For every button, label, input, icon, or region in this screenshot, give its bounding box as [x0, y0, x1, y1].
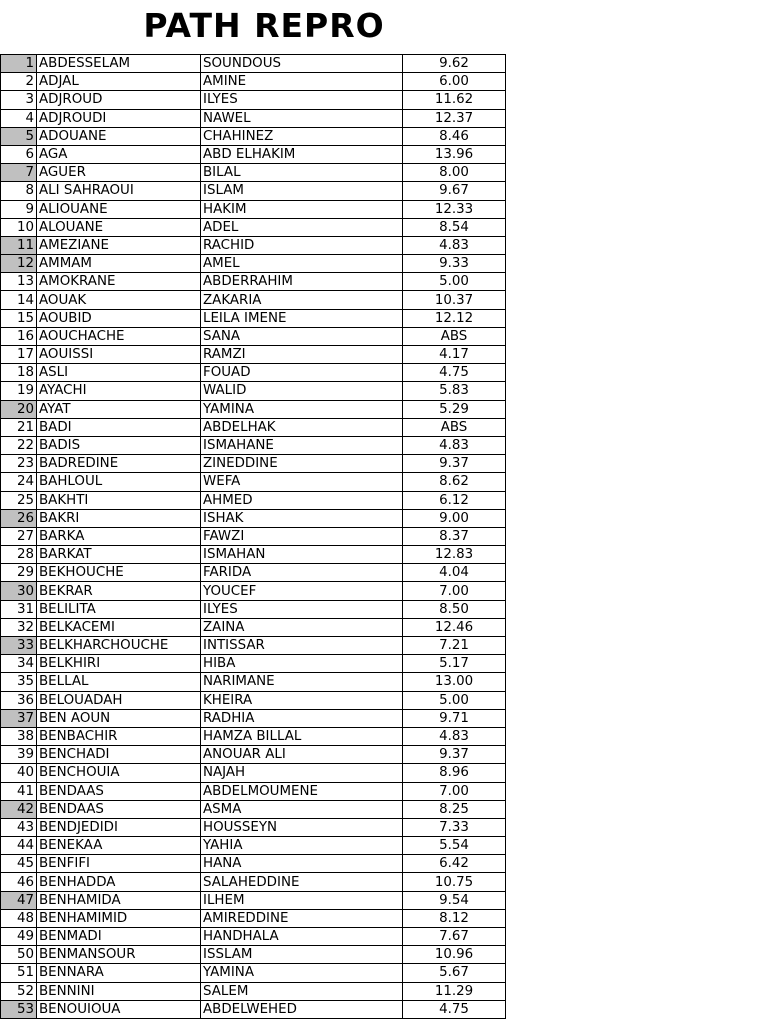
last-name-cell: BENHAMIDA: [37, 891, 201, 909]
last-name-cell: AYACHI: [37, 382, 201, 400]
last-name-cell: AMMAM: [37, 255, 201, 273]
table-row: [1, 346, 506, 364]
score-cell: 6.00: [403, 73, 506, 91]
score-cell: 7.21: [403, 637, 506, 655]
first-name-cell: ABDELHAK: [201, 418, 403, 436]
first-name-cell: ADEL: [201, 218, 403, 236]
table-row: [1, 855, 506, 873]
table-row: [1, 709, 506, 727]
score-cell: 5.00: [403, 273, 506, 291]
table-row: [1, 418, 506, 436]
table-row: [1, 327, 506, 345]
row-number-cell: 1: [1, 55, 37, 73]
first-name-cell: RAMZI: [201, 346, 403, 364]
student-grades-table: [0, 54, 506, 1019]
first-name-cell: ILYES: [201, 91, 403, 109]
table-row: [1, 746, 506, 764]
score-cell: 7.33: [403, 818, 506, 836]
table-row: [1, 909, 506, 927]
last-name-cell: BAKRI: [37, 509, 201, 527]
last-name-cell: BELKACEMI: [37, 618, 201, 636]
last-name-cell: BAHLOUL: [37, 473, 201, 491]
first-name-cell: HANDHALA: [201, 928, 403, 946]
last-name-cell: AOUAK: [37, 291, 201, 309]
score-cell: 5.54: [403, 837, 506, 855]
table-row: [1, 382, 506, 400]
last-name-cell: AMOKRANE: [37, 273, 201, 291]
row-number-cell: 26: [1, 509, 37, 527]
first-name-cell: FOUAD: [201, 364, 403, 382]
score-cell: 9.33: [403, 255, 506, 273]
last-name-cell: AOUISSI: [37, 346, 201, 364]
first-name-cell: FAWZI: [201, 527, 403, 545]
last-name-cell: BELILITA: [37, 600, 201, 618]
last-name-cell: BARKAT: [37, 546, 201, 564]
last-name-cell: ALOUANE: [37, 218, 201, 236]
last-name-cell: BEKHOUCHE: [37, 564, 201, 582]
table-row: [1, 582, 506, 600]
last-name-cell: ADJROUDI: [37, 109, 201, 127]
last-name-cell: BENCHOUIA: [37, 764, 201, 782]
score-cell: 12.83: [403, 546, 506, 564]
table-row: [1, 1000, 506, 1018]
score-cell: ABS: [403, 418, 506, 436]
last-name-cell: BENHADDA: [37, 873, 201, 891]
score-cell: 8.46: [403, 127, 506, 145]
first-name-cell: KHEIRA: [201, 691, 403, 709]
row-number-cell: 45: [1, 855, 37, 873]
row-number-cell: 16: [1, 327, 37, 345]
first-name-cell: AMINE: [201, 73, 403, 91]
last-name-cell: AGUER: [37, 164, 201, 182]
table-row: [1, 637, 506, 655]
row-number-cell: 4: [1, 109, 37, 127]
last-name-cell: BEN AOUN: [37, 709, 201, 727]
score-cell: 10.75: [403, 873, 506, 891]
table-row: [1, 946, 506, 964]
score-cell: 9.00: [403, 509, 506, 527]
first-name-cell: ABD ELHAKIM: [201, 145, 403, 163]
first-name-cell: ISLAM: [201, 182, 403, 200]
first-name-cell: NAWEL: [201, 109, 403, 127]
row-number-cell: 37: [1, 709, 37, 727]
first-name-cell: SANA: [201, 327, 403, 345]
row-number-cell: 18: [1, 364, 37, 382]
row-number-cell: 44: [1, 837, 37, 855]
table-row: [1, 873, 506, 891]
last-name-cell: AGA: [37, 145, 201, 163]
table-row: [1, 691, 506, 709]
first-name-cell: RADHIA: [201, 709, 403, 727]
score-cell: 10.96: [403, 946, 506, 964]
last-name-cell: BENMANSOUR: [37, 946, 201, 964]
row-number-cell: 15: [1, 309, 37, 327]
table-row: [1, 473, 506, 491]
table-row: [1, 655, 506, 673]
table-row: [1, 200, 506, 218]
row-number-cell: 9: [1, 200, 37, 218]
last-name-cell: BENCHADI: [37, 746, 201, 764]
score-cell: 9.71: [403, 709, 506, 727]
first-name-cell: LEILA IMENE: [201, 309, 403, 327]
table-row: [1, 509, 506, 527]
row-number-cell: 5: [1, 127, 37, 145]
table-row: [1, 73, 506, 91]
score-cell: 12.37: [403, 109, 506, 127]
last-name-cell: BADI: [37, 418, 201, 436]
row-number-cell: 27: [1, 527, 37, 545]
row-number-cell: 50: [1, 946, 37, 964]
last-name-cell: BENDJEDIDI: [37, 818, 201, 836]
row-number-cell: 17: [1, 346, 37, 364]
score-cell: 4.83: [403, 727, 506, 745]
first-name-cell: FARIDA: [201, 564, 403, 582]
row-number-cell: 19: [1, 382, 37, 400]
table-row: [1, 455, 506, 473]
first-name-cell: ANOUAR ALI: [201, 746, 403, 764]
table-row: [1, 145, 506, 163]
table-row: [1, 436, 506, 454]
row-number-cell: 35: [1, 673, 37, 691]
row-number-cell: 22: [1, 436, 37, 454]
table-row: [1, 764, 506, 782]
first-name-cell: YAMINA: [201, 964, 403, 982]
first-name-cell: NARIMANE: [201, 673, 403, 691]
row-number-cell: 6: [1, 145, 37, 163]
table-row: [1, 364, 506, 382]
table-row: [1, 182, 506, 200]
score-cell: 8.50: [403, 600, 506, 618]
first-name-cell: HOUSSEYN: [201, 818, 403, 836]
last-name-cell: BELKHARCHOUCHE: [37, 637, 201, 655]
score-cell: 7.67: [403, 928, 506, 946]
last-name-cell: BADIS: [37, 436, 201, 454]
score-cell: 4.04: [403, 564, 506, 582]
first-name-cell: RACHID: [201, 236, 403, 254]
score-cell: 9.62: [403, 55, 506, 73]
score-cell: 4.75: [403, 364, 506, 382]
first-name-cell: ZINEDDINE: [201, 455, 403, 473]
table-row: [1, 546, 506, 564]
last-name-cell: BENOUIOUA: [37, 1000, 201, 1018]
last-name-cell: BENFIFI: [37, 855, 201, 873]
last-name-cell: BENDAAS: [37, 782, 201, 800]
score-cell: 11.62: [403, 91, 506, 109]
last-name-cell: BENEKAA: [37, 837, 201, 855]
score-cell: 5.00: [403, 691, 506, 709]
first-name-cell: AHMED: [201, 491, 403, 509]
table-row: [1, 309, 506, 327]
first-name-cell: AMEL: [201, 255, 403, 273]
first-name-cell: INTISSAR: [201, 637, 403, 655]
row-number-cell: 32: [1, 618, 37, 636]
last-name-cell: BEKRAR: [37, 582, 201, 600]
first-name-cell: ILHEM: [201, 891, 403, 909]
first-name-cell: WALID: [201, 382, 403, 400]
first-name-cell: SALAHEDDINE: [201, 873, 403, 891]
score-cell: 8.37: [403, 527, 506, 545]
row-number-cell: 43: [1, 818, 37, 836]
last-name-cell: ASLI: [37, 364, 201, 382]
last-name-cell: AMEZIANE: [37, 236, 201, 254]
row-number-cell: 28: [1, 546, 37, 564]
table-row: [1, 964, 506, 982]
row-number-cell: 39: [1, 746, 37, 764]
table-row: [1, 255, 506, 273]
table-row: [1, 928, 506, 946]
score-cell: 6.12: [403, 491, 506, 509]
row-number-cell: 23: [1, 455, 37, 473]
row-number-cell: 24: [1, 473, 37, 491]
first-name-cell: ISMAHAN: [201, 546, 403, 564]
first-name-cell: ABDELWEHED: [201, 1000, 403, 1018]
score-cell: 4.83: [403, 236, 506, 254]
last-name-cell: BELLAL: [37, 673, 201, 691]
table-row: [1, 727, 506, 745]
row-number-cell: 13: [1, 273, 37, 291]
row-number-cell: 46: [1, 873, 37, 891]
first-name-cell: YAMINA: [201, 400, 403, 418]
row-number-cell: 31: [1, 600, 37, 618]
last-name-cell: BENDAAS: [37, 800, 201, 818]
table-row: [1, 491, 506, 509]
first-name-cell: ZAINA: [201, 618, 403, 636]
row-number-cell: 34: [1, 655, 37, 673]
row-number-cell: 3: [1, 91, 37, 109]
last-name-cell: AYAT: [37, 400, 201, 418]
score-cell: 12.46: [403, 618, 506, 636]
row-number-cell: 21: [1, 418, 37, 436]
table-row: [1, 618, 506, 636]
score-cell: 9.37: [403, 746, 506, 764]
row-number-cell: 29: [1, 564, 37, 582]
row-number-cell: 42: [1, 800, 37, 818]
first-name-cell: YOUCEF: [201, 582, 403, 600]
first-name-cell: SOUNDOUS: [201, 55, 403, 73]
table-row: [1, 782, 506, 800]
first-name-cell: YAHIA: [201, 837, 403, 855]
first-name-cell: WEFA: [201, 473, 403, 491]
table-row: [1, 982, 506, 1000]
last-name-cell: ADJROUD: [37, 91, 201, 109]
first-name-cell: HAKIM: [201, 200, 403, 218]
score-cell: 4.83: [403, 436, 506, 454]
last-name-cell: BENNARA: [37, 964, 201, 982]
first-name-cell: CHAHINEZ: [201, 127, 403, 145]
row-number-cell: 7: [1, 164, 37, 182]
score-cell: 10.37: [403, 291, 506, 309]
table-row: [1, 127, 506, 145]
row-number-cell: 33: [1, 637, 37, 655]
row-number-cell: 20: [1, 400, 37, 418]
first-name-cell: ISSLAM: [201, 946, 403, 964]
last-name-cell: ABDESSELAM: [37, 55, 201, 73]
row-number-cell: 52: [1, 982, 37, 1000]
last-name-cell: BENBACHIR: [37, 727, 201, 745]
last-name-cell: AOUBID: [37, 309, 201, 327]
last-name-cell: AOUCHACHE: [37, 327, 201, 345]
table-row: [1, 91, 506, 109]
table-row: [1, 673, 506, 691]
first-name-cell: HIBA: [201, 655, 403, 673]
score-cell: 9.67: [403, 182, 506, 200]
row-number-cell: 14: [1, 291, 37, 309]
first-name-cell: ABDERRAHIM: [201, 273, 403, 291]
table-row: [1, 164, 506, 182]
last-name-cell: BELOUADAH: [37, 691, 201, 709]
table-row: [1, 218, 506, 236]
score-cell: 11.29: [403, 982, 506, 1000]
row-number-cell: 36: [1, 691, 37, 709]
table-row: [1, 891, 506, 909]
score-cell: 8.62: [403, 473, 506, 491]
last-name-cell: BENHAMIMID: [37, 909, 201, 927]
row-number-cell: 11: [1, 236, 37, 254]
last-name-cell: ADJAL: [37, 73, 201, 91]
row-number-cell: 30: [1, 582, 37, 600]
score-cell: 8.96: [403, 764, 506, 782]
score-cell: 7.00: [403, 782, 506, 800]
last-name-cell: ALIOUANE: [37, 200, 201, 218]
score-cell: 8.12: [403, 909, 506, 927]
last-name-cell: BADREDINE: [37, 455, 201, 473]
score-cell: 12.12: [403, 309, 506, 327]
row-number-cell: 25: [1, 491, 37, 509]
row-number-cell: 53: [1, 1000, 37, 1018]
first-name-cell: HAMZA BILLAL: [201, 727, 403, 745]
score-cell: 13.00: [403, 673, 506, 691]
first-name-cell: ILYES: [201, 600, 403, 618]
row-number-cell: 12: [1, 255, 37, 273]
row-number-cell: 8: [1, 182, 37, 200]
table-body: [1, 55, 506, 1019]
row-number-cell: 48: [1, 909, 37, 927]
last-name-cell: BENMADI: [37, 928, 201, 946]
first-name-cell: ABDELMOUMENE: [201, 782, 403, 800]
first-name-cell: HANA: [201, 855, 403, 873]
table-row: [1, 800, 506, 818]
score-cell: 8.00: [403, 164, 506, 182]
table-row: [1, 291, 506, 309]
score-cell: 7.00: [403, 582, 506, 600]
row-number-cell: 41: [1, 782, 37, 800]
first-name-cell: ASMA: [201, 800, 403, 818]
score-cell: 13.96: [403, 145, 506, 163]
table-row: [1, 818, 506, 836]
table-row: [1, 600, 506, 618]
row-number-cell: 2: [1, 73, 37, 91]
score-cell: 4.17: [403, 346, 506, 364]
row-number-cell: 47: [1, 891, 37, 909]
score-cell: 5.67: [403, 964, 506, 982]
row-number-cell: 51: [1, 964, 37, 982]
first-name-cell: ISHAK: [201, 509, 403, 527]
score-cell: 12.33: [403, 200, 506, 218]
last-name-cell: BARKA: [37, 527, 201, 545]
table-row: [1, 564, 506, 582]
score-cell: 4.75: [403, 1000, 506, 1018]
first-name-cell: BILAL: [201, 164, 403, 182]
score-cell: 5.29: [403, 400, 506, 418]
last-name-cell: BELKHIRI: [37, 655, 201, 673]
row-number-cell: 10: [1, 218, 37, 236]
score-cell: 9.37: [403, 455, 506, 473]
score-cell: 8.54: [403, 218, 506, 236]
last-name-cell: BAKHTI: [37, 491, 201, 509]
score-cell: 6.42: [403, 855, 506, 873]
score-cell: 5.83: [403, 382, 506, 400]
last-name-cell: ADOUANE: [37, 127, 201, 145]
table-row: [1, 837, 506, 855]
row-number-cell: 40: [1, 764, 37, 782]
first-name-cell: NAJAH: [201, 764, 403, 782]
page-title: PATH REPRO: [143, 6, 385, 45]
first-name-cell: ZAKARIA: [201, 291, 403, 309]
score-cell: ABS: [403, 327, 506, 345]
first-name-cell: AMIREDDINE: [201, 909, 403, 927]
last-name-cell: BENNINI: [37, 982, 201, 1000]
last-name-cell: ALI SAHRAOUI: [37, 182, 201, 200]
table-row: [1, 527, 506, 545]
table-row: [1, 400, 506, 418]
table-row: [1, 236, 506, 254]
row-number-cell: 49: [1, 928, 37, 946]
table-row: [1, 109, 506, 127]
first-name-cell: ISMAHANE: [201, 436, 403, 454]
first-name-cell: SALEM: [201, 982, 403, 1000]
row-number-cell: 38: [1, 727, 37, 745]
table-row: [1, 273, 506, 291]
score-cell: 8.25: [403, 800, 506, 818]
table-row: [1, 55, 506, 73]
score-cell: 5.17: [403, 655, 506, 673]
score-cell: 9.54: [403, 891, 506, 909]
